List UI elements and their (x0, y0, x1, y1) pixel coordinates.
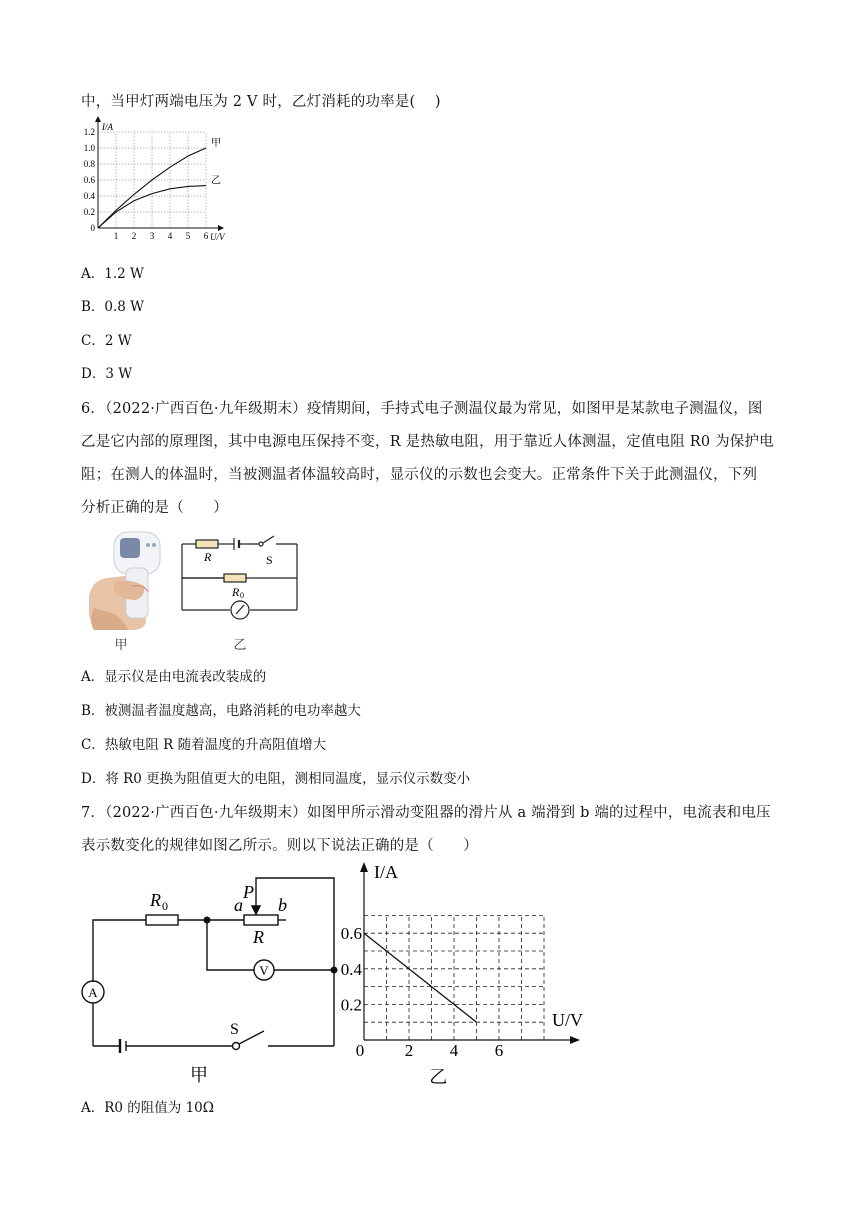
q7-ticks (341, 862, 583, 1087)
q7-label-a: a (234, 895, 243, 915)
q5-y-tick-label: 0.4 (83, 191, 95, 201)
q5-y-tick-label: 0.8 (83, 159, 95, 169)
q7-stem-line-1: 7．（2022·广西百色·九年级期末）如图甲所示滑动变阻器的滑片从 a 端滑到 b 端的过程中，电流表和电压 (81, 805, 771, 821)
q7-y-arrow (360, 862, 368, 872)
q5-x-axis-label: U/V (210, 232, 225, 242)
q7-x-axis-label: U/V (552, 1010, 583, 1030)
q7-label-v: V (259, 963, 269, 978)
q6-option-b[interactable]: B．被测温者温度越高，电路消耗的电功率越大 (81, 703, 361, 719)
q7-label-p: P (243, 882, 254, 902)
q7-label-r0: R (150, 890, 161, 910)
q6-stem-line-2: 乙是它内部的原理图，其中电源电压保持不变，R 是热敏电阻，用于靠近人体测温，定值电阻 R0 为保护电 (81, 434, 774, 450)
q6-label-r: R (204, 550, 212, 564)
q5-x-arrow (218, 225, 224, 231)
q7-stem-line-2: 表示数变化的规律如图乙所示。则以下说法正确的是（ ） (81, 838, 478, 854)
q7-series-line-0 (364, 933, 477, 1022)
q7-label-ammeter: A (88, 985, 98, 1000)
q5-iu-chart (83, 116, 236, 246)
q7-origin-label: 0 (355, 1041, 365, 1060)
q5-y-arrow (95, 116, 101, 122)
q6-label-s: S (266, 553, 273, 567)
q7-y-tick-label: 0.4 (340, 959, 362, 979)
q5-x-tick-label: 6 (203, 231, 209, 241)
q7-y-tick-label: 0.6 (340, 924, 362, 944)
q6-option-c[interactable]: C．热敏电阻 R 随着温度的升高阻值增大 (81, 737, 327, 753)
q5-option-a[interactable]: A．1.2 W (81, 266, 144, 282)
q7-label-s: S (230, 1021, 239, 1038)
q5-x-tick-label: 1 (113, 231, 119, 241)
q7-circuit (80, 868, 350, 1090)
q5-series-label-0: 甲 (211, 138, 221, 149)
q7-x-tick-label: 4 (449, 1041, 459, 1060)
q6-figure (84, 526, 314, 656)
q6-option-d[interactable]: D．将 R0 更换为阻值更大的电阻，测相同温度，显示仪示数变小 (81, 771, 471, 787)
q5-x-tick-label: 3 (149, 231, 155, 241)
q6-label-r0: R (232, 585, 240, 599)
q6-stem-line-1: 6．（2022·广西百色·九年级期末）疫情期间，手持式电子测温仪最为常见，如图甲是某款电子测温仪，图 (81, 401, 763, 417)
q6-fig-label-jia: 甲 (114, 637, 128, 652)
q5-origin-label: 0 (90, 223, 95, 233)
q7-option-a[interactable]: A．R0 的阻值为 10Ω (81, 1100, 214, 1116)
q5-ticks (84, 122, 226, 242)
q6-circuit (182, 536, 297, 619)
q5-y-tick-label: 1.2 (83, 127, 95, 137)
q6-option-a[interactable]: A．显示仪是由电流表改装成的 (81, 669, 267, 685)
q5-x-tick-label: 2 (131, 231, 137, 241)
q6-stem-line-4: 分析正确的是（ ） (81, 500, 228, 516)
q7-x-arrow (570, 1036, 580, 1044)
q5-series-label-1: 乙 (211, 175, 221, 187)
q6-fig-label-yi: 乙 (233, 637, 247, 652)
q7-fig-label-jia: 甲 (190, 1065, 208, 1085)
q5-y-tick-label: 0.2 (83, 207, 95, 217)
q7-iu-chart (338, 860, 588, 1090)
q7-x-tick-label: 6 (494, 1041, 504, 1060)
thermometer-illustration (89, 532, 160, 630)
q5-y-tick-label: 1.0 (83, 143, 95, 153)
q5-y-tick-label: 0.6 (83, 175, 95, 185)
q5-y-axis-label: I/A (102, 122, 113, 132)
q7-y-axis-label: I/A (374, 862, 398, 882)
q5-x-tick-label: 4 (167, 231, 173, 241)
q5-option-d[interactable]: D．3 W (81, 366, 133, 382)
q7-grid (364, 915, 544, 1040)
q5-series (98, 137, 221, 228)
q7-x-tick-label: 2 (404, 1041, 414, 1060)
q5-x-tick-label: 5 (185, 231, 191, 241)
q5-stem-tail: 中，当甲灯两端电压为 2 V 时，乙灯消耗的功率是( ) (81, 94, 441, 110)
q7-series (364, 933, 477, 1022)
q6-stem-line-3: 阻；在测人的体温时，当被测温者体温较高时，显示仪的示数也会变大。正常条件下关于此测温仪，下列 (81, 467, 758, 483)
q7-label-r: R (253, 927, 264, 947)
q7-fig-label-yi: 乙 (429, 1067, 448, 1087)
q5-option-c[interactable]: C．2 W (81, 333, 132, 349)
q7-y-tick-label: 0.2 (340, 995, 362, 1015)
q7-label-r0-sub: 0 (162, 899, 168, 913)
q6-label-r0-sub: 0 (240, 591, 244, 600)
q7-label-b: b (278, 895, 287, 915)
q5-option-b[interactable]: B．0.8 W (81, 299, 145, 315)
